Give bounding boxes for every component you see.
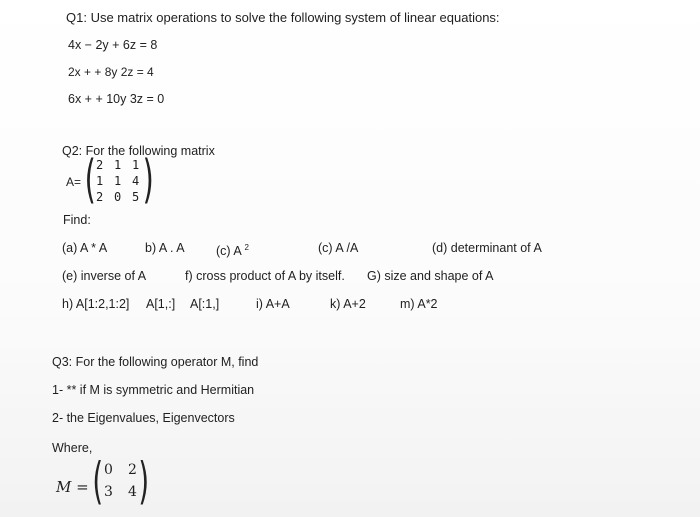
item-c-exponent: 2 — [244, 243, 249, 252]
where-label: Where, — [52, 441, 93, 455]
item-h3: A[:1,] — [190, 297, 220, 311]
q1-equation-2: 2x + + 8y 2z = 4 — [68, 65, 154, 79]
item-h: h) A[1:2,1:2] — [62, 297, 130, 311]
matrix-m-cell: 4 — [128, 484, 137, 500]
left-paren: ( — [84, 150, 96, 210]
item-d: (d) determinant of A — [432, 241, 542, 255]
item-a: (a) A * A — [62, 241, 108, 255]
item-m: m) A*2 — [400, 297, 438, 311]
q3-line-2: 2- the Eigenvalues, Eigenvectors — [52, 411, 235, 425]
item-g: G) size and shape of A — [367, 269, 494, 283]
matrix-m-label: M = — [56, 478, 89, 496]
item-b: b) A . A — [145, 241, 185, 255]
matrix-a — [84, 150, 154, 210]
matrix-a-cell: 2 — [96, 158, 104, 172]
q3-line-1: 1- ** if M is symmetric and Hermitian — [52, 383, 255, 397]
matrix-m-cell: 2 — [128, 462, 137, 478]
q2-title: Q2: For the following matrix — [62, 144, 215, 158]
q1-equation-3: 6x + + 10y 3z = 0 — [68, 92, 165, 106]
item-c-text: (c) A — [216, 244, 242, 259]
item-c — [216, 240, 249, 259]
find-label: Find: — [63, 213, 91, 227]
matrix-a-cell: 1 — [132, 158, 140, 172]
matrix-a-cell: 5 — [132, 190, 140, 204]
right-paren: ) — [142, 150, 154, 210]
matrix-a-cell: 4 — [132, 174, 140, 188]
item-c2: (c) A /A — [318, 241, 359, 255]
q3-title: Q3: For the following operator M, find — [52, 355, 259, 369]
matrix-a-cell: 1 — [96, 174, 104, 188]
left-paren: ( — [92, 452, 104, 510]
item-f: f) cross product of A by itself. — [185, 269, 345, 283]
matrix-m-cell: 3 — [104, 484, 113, 500]
matrix-m — [92, 452, 150, 510]
matrix-a-cell: 0 — [114, 190, 122, 204]
matrix-a-cell: 1 — [114, 174, 122, 188]
matrix-a-cell: 1 — [114, 158, 122, 172]
item-e: (e) inverse of A — [62, 269, 147, 283]
item-h2: A[1,:] — [146, 297, 176, 311]
right-paren: ) — [138, 452, 150, 510]
matrix-a-label: A= — [66, 175, 82, 189]
item-i: i) A+A — [256, 297, 290, 311]
matrix-a-cell: 2 — [96, 190, 104, 204]
matrix-m-cell: 0 — [104, 462, 113, 478]
q1-equation-1: 4x − 2y + 6z = 8 — [68, 38, 158, 52]
q1-title: Q1: Use matrix operations to solve the following system of linear equations: — [66, 10, 500, 25]
item-k: k) A+2 — [330, 297, 366, 311]
